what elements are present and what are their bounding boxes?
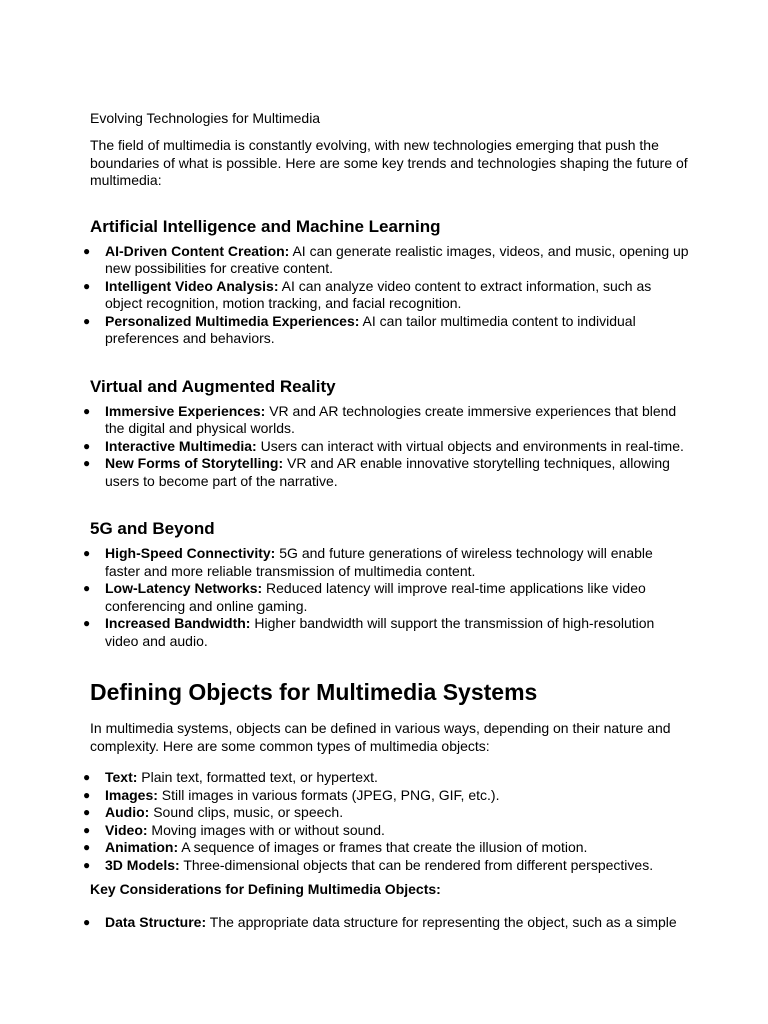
item-term: Interactive Multimedia: — [105, 437, 257, 454]
item-term: Intelligent Video Analysis: — [105, 277, 279, 294]
key-considerations-heading: Key Considerations for Defining Multimedia Objects: — [90, 881, 441, 897]
item-text: Moving images with or without sound. — [147, 821, 385, 838]
item-term: Low-Latency Networks: — [105, 580, 263, 596]
item-term: Images: — [105, 786, 158, 803]
bullet-icon: ● — [83, 278, 91, 293]
item-term: Personalized Multimedia Experiences: — [105, 312, 360, 329]
item-term: New Forms of Storytelling: — [105, 455, 284, 471]
list-item — [83, 242, 690, 278]
bullet-icon: ● — [83, 787, 91, 802]
section-heading-vr-ar: Virtual and Augmented Reality — [90, 376, 336, 396]
objects-intro-paragraph: In multimedia systems, objects can be defined in various ways, depending on their nature and complexity. Here are some common types of multimedia objects: — [90, 720, 671, 754]
list-item — [83, 856, 690, 875]
list-item — [83, 821, 690, 840]
list-item — [83, 804, 690, 822]
document-title: Evolving Technologies for Multimedia — [90, 110, 321, 126]
item-term: Audio: — [105, 804, 150, 820]
item-text: The appropriate data structure for representing the object, such as a simple — [206, 913, 677, 930]
item-text: Sound clips, music, or speech. — [149, 804, 344, 820]
item-term: AI-Driven Content Creation: — [105, 242, 290, 259]
item-text: VR and AR technologies create immersive experiences that blend the digital and physical worlds. — [105, 402, 677, 436]
item-text: AI can tailor multimedia content to individual preferences and behaviors. — [105, 312, 636, 346]
item-term: Video: — [105, 821, 148, 838]
document-page — [83, 110, 690, 931]
bullet-icon: ● — [83, 313, 91, 328]
bullet-icon: ● — [83, 770, 91, 784]
bullet-icon: ● — [83, 857, 91, 872]
item-text: Reduced latency will improve real-time applications like video conferencing and online gaming. — [105, 580, 646, 614]
list-item — [83, 277, 690, 313]
bullet-icon: ● — [83, 456, 91, 470]
list-item — [83, 545, 690, 580]
item-text: Plain text, formatted text, or hypertext. — [137, 769, 378, 785]
item-text: Still images in various formats (JPEG, PNG, GIF, etc.). — [157, 786, 500, 803]
bullet-icon: ● — [83, 581, 91, 595]
object-types-list — [83, 769, 690, 874]
item-text: 5G and future generations of wireless technology will enable faster and more reliable transmission of multimedia content. — [105, 545, 653, 579]
item-term: 3D Models: — [105, 856, 180, 873]
bullet-icon: ● — [83, 438, 91, 453]
ai-ml-list — [83, 242, 690, 348]
intro-paragraph: The field of multimedia is constantly evolving, with new technologies emerging that push the boundaries of what is possible. Here are some key trends and technologies shaping the future of multimedia: — [90, 137, 688, 188]
item-term: Data Structure: — [105, 913, 207, 930]
item-term: Increased Bandwidth: — [105, 615, 251, 631]
list-item — [83, 455, 690, 490]
bullet-icon: ● — [83, 546, 91, 560]
list-item — [83, 839, 690, 857]
vr-ar-list — [83, 402, 690, 491]
item-term: Immersive Experiences: — [105, 402, 266, 419]
section-heading-ai-ml: Artificial Intelligence and Machine Learning — [90, 216, 441, 236]
list-item — [83, 580, 690, 615]
list-item — [83, 615, 690, 650]
bullet-icon: ● — [83, 403, 91, 418]
item-text: AI can generate realistic images, videos, and music, opening up new possibilities for creative content. — [105, 242, 689, 276]
item-text: A sequence of images or frames that create the illusion of motion. — [178, 839, 588, 855]
list-item — [83, 769, 690, 787]
bullet-icon: ● — [83, 616, 91, 630]
list-item — [83, 312, 690, 348]
5g-list — [83, 545, 690, 650]
bullet-icon: ● — [83, 914, 91, 929]
item-term: Animation: — [105, 839, 179, 855]
item-text: Users can interact with virtual objects and environments in real-time. — [256, 437, 684, 454]
item-term: Text: — [105, 769, 138, 785]
section-heading-5g: 5G and Beyond — [90, 519, 215, 538]
list-item — [83, 402, 690, 438]
list-item — [83, 913, 690, 932]
bullet-icon: ● — [83, 822, 91, 837]
bullet-icon: ● — [83, 805, 91, 819]
list-item — [83, 437, 690, 456]
item-text: Three-dimensional objects that can be rendered from different perspectives. — [179, 856, 654, 873]
item-text: Higher bandwidth will support the transmission of high-resolution video and audio. — [105, 615, 655, 649]
item-term: High-Speed Connectivity: — [105, 545, 276, 561]
list-item — [83, 786, 690, 805]
item-text: VR and AR enable innovative storytelling techniques, allowing users to become part of the narrative. — [105, 455, 670, 489]
bullet-icon: ● — [83, 243, 91, 258]
item-text: AI can analyze video content to extract information, such as object recognition, motion tracking, and facial recognition. — [105, 277, 652, 311]
section-heading-objects: Defining Objects for Multimedia Systems — [90, 679, 538, 705]
bullet-icon: ● — [83, 840, 91, 854]
key-considerations-list — [83, 913, 690, 932]
